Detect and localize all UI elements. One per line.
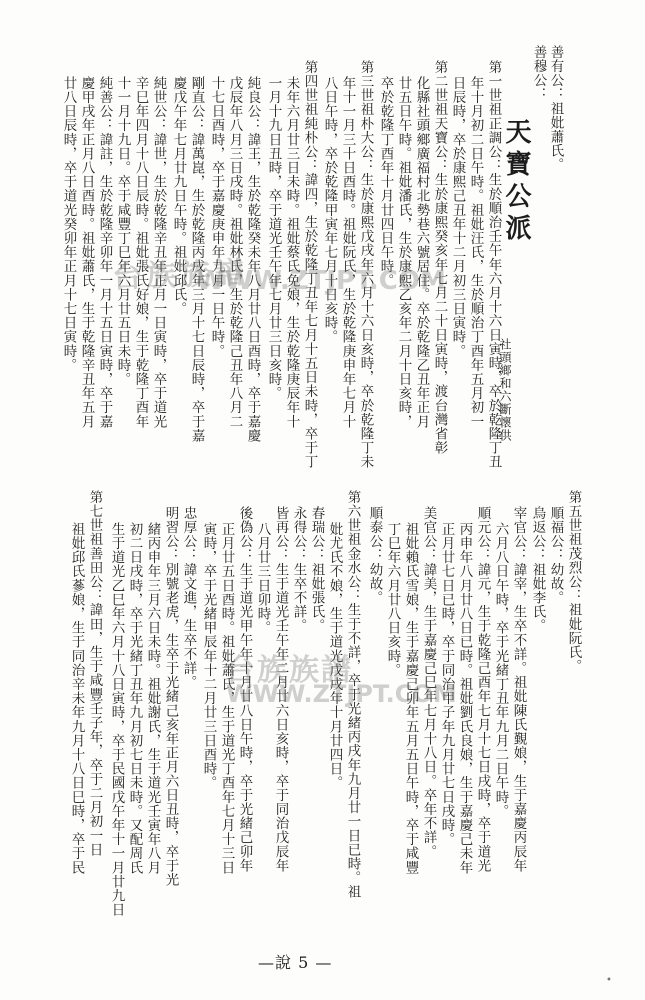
text-column: 順福公：幼故。	[547, 506, 564, 605]
text-column: 化縣社頭鄉廣福村北勢巷六號居住。卒於乾隆乙丑年正月	[413, 76, 430, 429]
text-column: 慶甲戌年正月八日酉時。祖妣蕭氏，生于乾隆辛丑年五月	[78, 76, 95, 429]
text-column: 廿八日辰時，卒于道光癸卯年正月十七日寅時。	[60, 76, 77, 373]
text-column: 戊辰年八月三日戌時。祖妣林氏，生於乾隆己丑年八月二	[226, 76, 243, 429]
text-column: 正月廿五日酉時。祖妣蕭氏，生于道光丁酉年七月十三日	[218, 522, 235, 875]
text-column: 第五世祖茂烈公：祖妣阮氏。	[565, 490, 582, 674]
text-column: 第二世祖天寶公：生於康熙癸亥年七月二十日寅時，渡台灣省彰	[431, 60, 448, 455]
text-column: 第一世祖正調公：生於順治壬午年六月十六日寅時，卒於乾隆丁丑	[485, 60, 502, 469]
text-column: 八月廿三日卯時。	[254, 522, 271, 635]
text-column: 丁巳年六月廿八日亥時。	[384, 522, 401, 678]
text-column: 第七世祖善田公：諱田，生于咸豐壬子年，卒于二月初一日	[86, 490, 103, 857]
text-column: 美官公：諱美，生于嘉慶己巳年七月十八日。卒年不詳。	[420, 506, 437, 859]
section-title: 天寶公派	[501, 118, 531, 246]
text-column: 順泰公：幼故。	[366, 506, 383, 605]
watermark-url: WWW.ZTJPT.COM	[196, 266, 446, 296]
text-column: 皆再公：生于道光壬午年二月廿六日亥時，卒于同治戊辰年	[272, 506, 289, 873]
text-column: 祖妣賴氏雪娘，生于嘉慶己卯年五月五日午時，卒于咸豐	[402, 522, 419, 875]
text-column: 慶戊午年七月廿九日午時。祖妣邱氏。	[170, 76, 187, 316]
text-column: 辛巳年四月十八日辰時。祖妣張氏好娘，生于乾隆丁酉年	[132, 76, 149, 429]
text-column: 明習公：別號老虎，生卒于光緒己亥年正月六日丑時，卒于光	[162, 506, 179, 887]
text-column: 妣尤氏不娘，生于道光戊戌年十月廿四日。	[326, 522, 343, 790]
page-number: —說 5 —	[258, 953, 333, 972]
text-column: 正月廿七日已時，卒于同治甲子年九月廿七日戌時。	[438, 522, 455, 847]
text-column: 六月八日午時，卒于光緒丁丑年九月二日午時。	[492, 522, 509, 819]
corner-mark: •	[606, 975, 612, 986]
text-column: 永得公：生卒不詳。	[290, 506, 307, 633]
text-column: 第六世祖金水公：生于不詳，卒于光緒丙戌年九月廿一日已時。祖	[344, 490, 361, 899]
text-column: 烏返公：祖妣李氏。	[529, 506, 546, 633]
text-column: 初二日戌時，卒于光緒丁丑年九月初七日未時。又配周氏	[126, 522, 143, 875]
text-column: 純良公：諱王，生於乾隆癸未年八月廿八日酉時，卒于嘉慶	[244, 76, 261, 443]
text-column: 生于道光乙巳年六月十八日寅時，卒于民國戊午年十一月廿九日	[108, 522, 125, 917]
text-column: 八日午時，卒於乾隆甲寅年七月十日亥時。	[321, 76, 338, 344]
text-column: 剛直公：諱萬崑，生於乾隆丙戌年三月十七日辰時，卒于嘉	[188, 76, 205, 443]
text-column: 忠厚公：諱文進，生卒不詳。	[180, 506, 197, 690]
text-column: 年十月初二日午時。祖妣汪氏，生於順治丁酉年五月初一	[467, 76, 484, 429]
text-column: 丙申年八月廿八日已時。祖妣劉氏良娘，生于嘉慶己未年	[456, 522, 473, 875]
text-column: 宰官公：諱宰，生卒不詳。祖妣陳氏覲娘，生于嘉慶丙辰年	[510, 506, 527, 873]
text-column: 一月十九日丑時，卒于道光壬午年七月廿三日亥時。	[265, 76, 282, 401]
text-column: 十一月十九日。卒于咸豐丁巳年六月廿五日未時。	[114, 76, 131, 387]
text-column: 純世公：諱世，生於乾隆辛丑年正月一日寅時，卒于道光	[150, 76, 167, 429]
text-column: 善有公：祖妣蕭氏。	[547, 45, 564, 172]
text-column: 廿五日午時。祖妣潘氏，生於康熙乙亥年二月十日亥時，	[395, 76, 412, 429]
text-column: 純善公：諱註，生於乾隆辛卯年一月十五日寅時，卒于嘉	[96, 76, 113, 429]
watermark: 台族族譜	[111, 255, 249, 296]
text-column: 祖妣邱氏蔘娘，生于同治辛未年九月十八日巳時，卒于民	[68, 522, 85, 875]
text-column: 第三世祖朴大公：生於康熙戊戌年六月十六日亥時，卒於乾隆丁未	[357, 60, 374, 469]
text-column: 善穆公：	[530, 45, 547, 102]
text-column: 未年六月廿三日未時。祖妣蔡氏免娘，生於乾隆庚辰年十	[283, 76, 300, 429]
text-column: 緒丙申年三月六日未時。祖妣謝氏，生于道光壬寅年八月	[144, 522, 161, 875]
watermark: 台族族譜	[225, 653, 353, 688]
watermark-url: WWW.ZTJPT.COM	[226, 680, 457, 708]
text-column: 寅時，卒于光緒甲辰年十二月廿三日酉時。	[200, 522, 217, 790]
text-column: 春瑞公：祖妣張氏。	[308, 506, 325, 633]
text-column: 卒於乾隆丁酉年十月廿四日午時。	[377, 76, 394, 288]
text-column: 十七日酉時，卒于嘉慶庚申年九月一日午時。	[208, 76, 225, 358]
text-column: 後偽公：生于道光甲午年十月廿八日午時，卒于光緒己卯年	[236, 506, 253, 873]
text-column: 年十一月三十日酉時。祖妣阮氏，生於乾隆庚申年七月十	[339, 76, 356, 429]
text-column: 日辰時，卒於康熙己丑年十二月初三日寅時。	[449, 76, 466, 358]
text-column: 順元公：諱元，生于乾隆己酉年七月十七日戌時，卒于道光	[474, 506, 491, 873]
author-credit: 社頭鄉和六斷懷供	[498, 338, 512, 442]
text-column: 第四世祖純朴公：諱四，生於乾隆丁丑年七月十五日未時，卒于丁	[301, 60, 318, 469]
